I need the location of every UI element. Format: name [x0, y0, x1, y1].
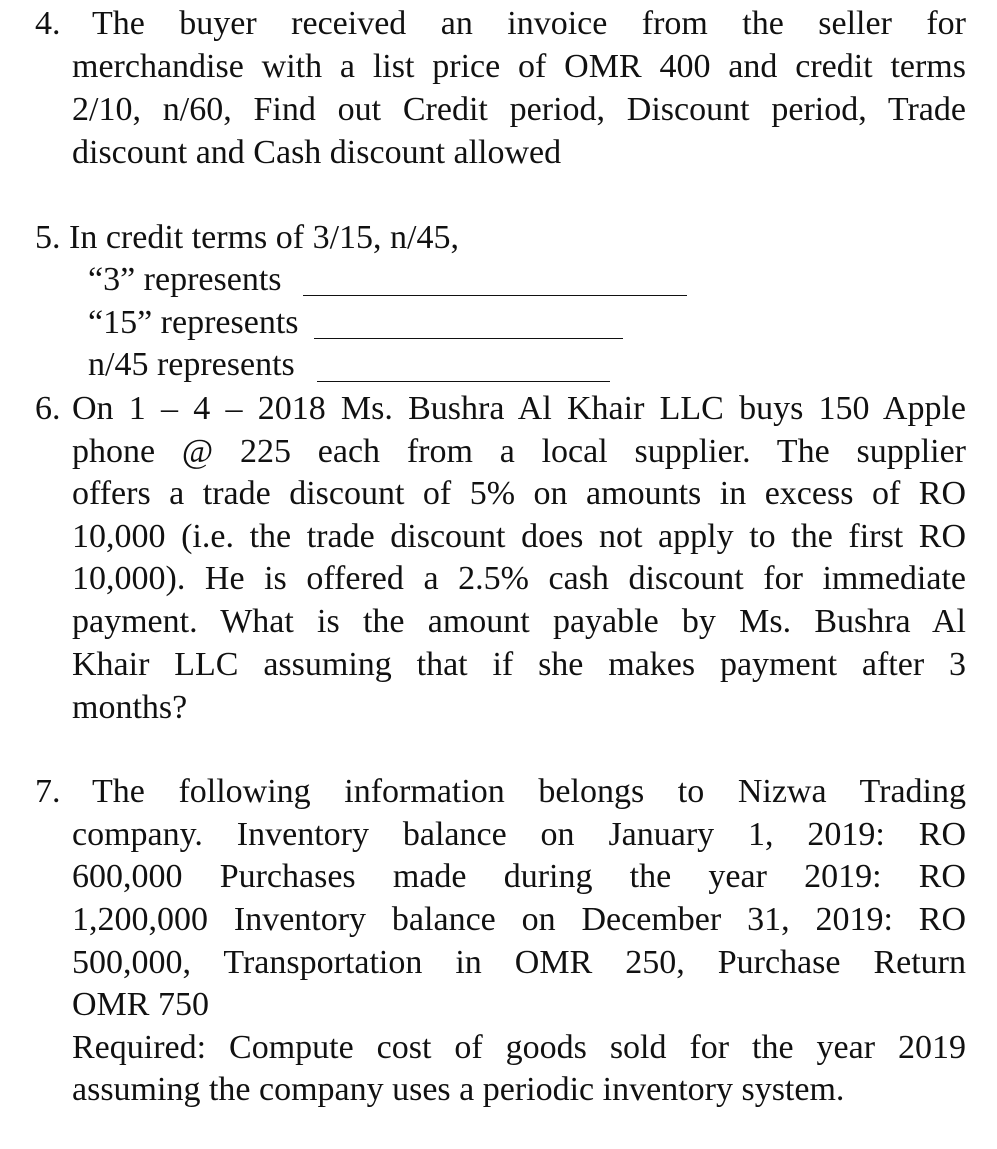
question-7-line: OMR 750 — [72, 986, 209, 1023]
question-4-line: The buyer received an invoice from the seller for — [92, 5, 966, 42]
question-6-number: 6. — [35, 390, 61, 427]
question-4-number: 4. — [35, 5, 61, 42]
question-6-line: phone @ 225 each from a local supplier. The supplier — [72, 433, 966, 470]
question-4-line: merchandise with a list price of OMR 400 and credit terms — [72, 48, 966, 85]
question-6-line: Khair LLC assuming that if she makes payment after 3 — [72, 646, 966, 683]
answer-blank-3[interactable] — [303, 295, 687, 296]
question-6-line: months? — [72, 689, 188, 726]
question-7-number: 7. — [35, 773, 61, 810]
question-7-line: Required: Compute cost of goods sold for the year 2019 — [72, 1029, 966, 1066]
question-5-intro: 5. In credit terms of 3/15, n/45, — [35, 219, 459, 256]
question-6-line: payment. What is the amount payable by Ms. Bushra Al — [72, 603, 966, 640]
question-6-line: On 1 – 4 – 2018 Ms. Bushra Al Khair LLC buys 150 Apple — [72, 390, 966, 427]
question-6-line: 10,000 (i.e. the trade discount does not apply to the first RO — [72, 518, 966, 555]
question-6-line: offers a trade discount of 5% on amounts in excess of RO — [72, 475, 966, 512]
question-7-line: The following information belongs to Nizwa Trading — [92, 773, 966, 810]
question-6-line: 10,000). He is offered a 2.5% cash discount for immediate — [72, 560, 966, 597]
question-7-line: company. Inventory balance on January 1, 2019: RO — [72, 816, 966, 853]
question-5-item: n/45 represents — [88, 346, 295, 383]
question-5-item: “15” represents — [88, 304, 299, 341]
question-4-line: discount and Cash discount allowed — [72, 134, 562, 171]
answer-blank-15[interactable] — [314, 338, 623, 339]
answer-blank-n45[interactable] — [317, 381, 610, 382]
question-4-line: 2/10, n/60, Find out Credit period, Discount period, Trade — [72, 91, 966, 128]
question-7-line: 1,200,000 Inventory balance on December 31, 2019: RO — [72, 901, 966, 938]
question-7-line: assuming the company uses a periodic inventory system. — [72, 1071, 845, 1108]
question-7-line: 600,000 Purchases made during the year 2019: RO — [72, 858, 966, 895]
question-5-item: “3” represents — [88, 261, 282, 298]
question-7-line: 500,000, Transportation in OMR 250, Purchase Return — [72, 944, 966, 981]
